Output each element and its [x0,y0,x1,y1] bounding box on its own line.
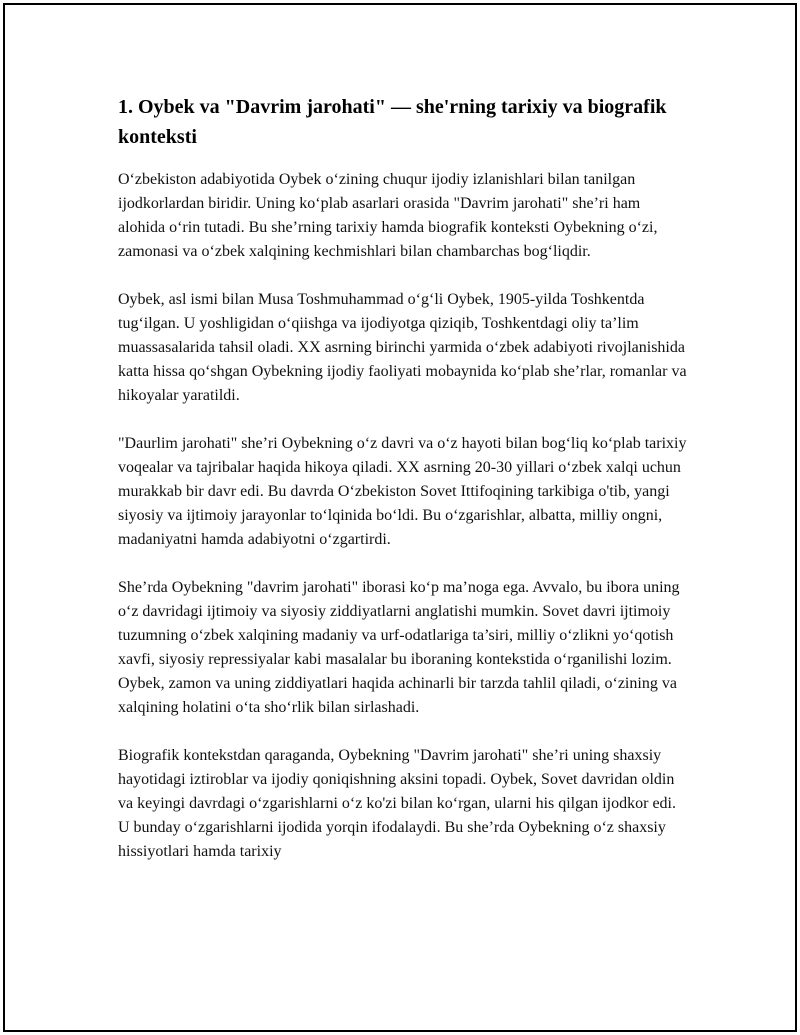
paragraph-biographical-context: Biografik kontekstdan qaraganda, Oybekning "Davrim jarohati" she’ri uning shaxsiy hayotidagi iztiroblar va ijodiy qoniqishning aksini topadi. Oybek, Sovet davridan oldin va keyingi davrdagi o‘zgarishlarni o‘z ko'zi bilan ko‘rgan, ularni his qilgan ijodkor edi. U bunday o‘zgarishlarni ijodida yorqin ifodalaydi. Bu she’rda Oybekning o‘z shaxsiy hissiyotlari hamda tarixiy [118,747,676,860]
document-content [118,92,688,888]
section-heading: 1. Oybek va "Davrim jarohati" — she'rning tarixiy va biografik konteksti [118,96,667,148]
paragraph-meaning: She’rda Oybekning "davrim jarohati" iborasi ko‘p ma’noga ega. Avvalo, bu ibora uning o‘z davridagi ijtimoiy va siyosiy ziddiyatlarni anglatishi mumkin. Sovet davri ijtimoiy tuzumning o‘zbek xalqining madaniy va urf-odatlariga ta’siri, milliy o‘zlikni yo‘qotish xavfi, siyosiy repressiyalar kabi masalalar bu iboraning kontekstida o‘rganilishi lozim. Oybek, zamon va uning ziddiyatlari haqida achinarli bir tarzda tahlil qiladi, o‘zining va xalqining holatini o‘ta sho‘rlik bilan sirlashadi. [118,579,680,716]
paragraph-historical-context: "Daurlim jarohati" she’ri Oybekning o‘z davri va o‘z hayoti bilan bog‘liq ko‘plab tarixiy voqealar va tajribalar haqida hikoya qiladi. XX asrning 20-30 yillari o‘zbek xalqi uchun murakkab bir davr edi. Bu davrda O‘zbekiston Sovet Ittifoqining tarkibiga o'tib, yangi siyosiy va ijtimoiy jarayonlar to‘lqinida bo‘ldi. Bu o‘zgarishlar, albatta, milliy ongni, madaniyatni hamda adabiyotni o‘zgartirdi. [118,435,687,548]
paragraph-biography: Oybek, asl ismi bilan Musa Toshmuhammad o‘g‘li Oybek, 1905-yilda Toshkentda tug‘ilgan. U yoshligidan o‘qiishga va ijodiyotga qiziqib, Toshkentdagi oliy ta’lim muassasalarida tahsil oladi. XX asrning birinchi yarmida o‘zbek adabiyoti rivojlanishida katta hissa qo‘shgan Oybekning ijodiy faoliyati mobaynida ko‘plab she’rlar, romanlar va hikoyalar yaratildi. [118,291,687,404]
paragraph-intro: O‘zbekiston adabiyotida Oybek o‘zining chuqur ijodiy izlanishlari bilan tanilgan ijodkorlardan biridir. Uning ko‘plab asarlari orasida "Davrim jarohati" she’ri ham alohida o‘rin tutadi. Bu she’rning tarixiy hamda biografik konteksti Oybekning o‘zi, zamonasi va o‘zbek xalqining kechmishlari bilan chambarchas bog‘liqdir. [118,171,658,260]
